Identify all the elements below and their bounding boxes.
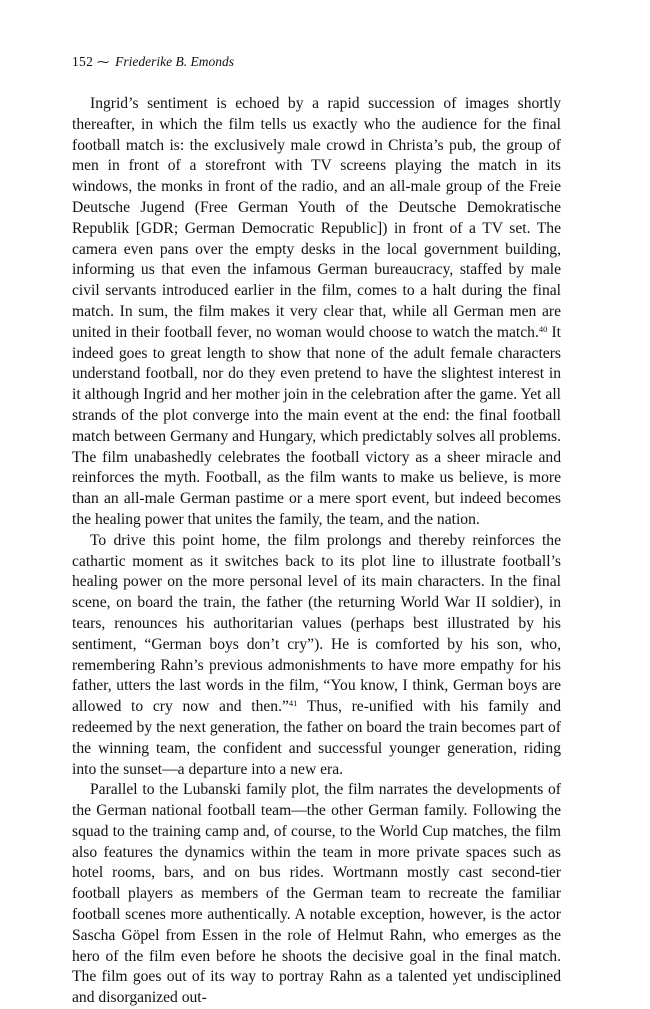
body-text	[72, 94, 561, 1009]
footnote-marker: 40	[538, 323, 548, 334]
running-header	[72, 52, 561, 72]
paragraph	[72, 94, 561, 531]
page-number: 152	[72, 54, 94, 69]
paragraph	[72, 531, 561, 781]
paragraph-text: To drive this point home, the film prolongs and thereby reinforces the cathartic moment as it switches back to its plot line to illustrate football’s healing power on the more personal level of its main characters. In the final scene, on board the train, the father (the returning World War II soldier), in tears, renounces his authoritarian values (perhaps best illustrated by his sentiment, “German boys don’t cry”). He is comforted by his son, who, remembering Rahn’s previous admonishments to have more empathy for his father, utters the last words in the film, “You know, I think, German boys are allowed to cry now and then.”	[72, 531, 561, 716]
book-page	[72, 52, 561, 1009]
paragraph-text: It indeed goes to great length to show that none of the adult female characters understand football, nor do they even pretend to have the slightest interest in it although Ingrid and her mother join in the celebration after the game. Yet all strands of the plot converge into the main event at the end: the final football match between Germany and Hungary, which predictably solves all problems. The film unabashedly celebrates the football victory as a sheer miracle and reinforces the myth. Football, as the film wants to make us believe, is more than an all-male German pastime or a mere sport event, but indeed becomes the healing power that unites the family, the team, and the nation.	[72, 323, 561, 528]
paragraph-text: Parallel to the Lubanski family plot, the film narrates the developments of the German national football team—the other German family. Following the squad to the training camp and, of course, to the World Cup matches, the film also features the dynamics within the team in more private spaces such as hotel rooms, bars, and on bus rides. Wortmann mostly cast second-tier football players as members of the German team to recreate the familiar football scenes more authentically. A notable exception, however, is the actor Sascha Göpel from Essen in the role of Helmut Rahn, who emerges as the hero of the film even before he shoots the decisive goal in the final match. The film goes out of its way to portray Rahn as a talented yet undisciplined and disorganized out-	[72, 781, 561, 1007]
ornament-icon: ⁓	[97, 55, 110, 69]
author-name: Friederike B. Emonds	[115, 54, 234, 69]
paragraph-text: Ingrid’s sentiment is echoed by a rapid succession of images shortly thereafter, in which the film tells us exactly who the audience for the final football match is: the exclusively male crowd in Christa’s pub, the group of men in front of a storefront with TV screens playing the match in its windows, the monks in front of the radio, and an all-male group of the Freie Deutsche Jugend (Free German Youth of the Deutsche Demokratische Republik [GDR; German Democratic Republic]) in front of a TV set. The camera even pans over the empty desks in the local government building, informing us that even the infamous German bureaucracy, staffed by male civil servants introduced earlier in the film, comes to a halt during the final match. In sum, the film makes it very clear that, while all German men are united in their football fever, no woman would choose to watch the match.	[72, 95, 561, 341]
paragraph-text: Thus, re-unified with his family and redeemed by the next generation, the father on board the train becomes part of the winning team, the confident and successful younger generation, riding into the sunset—a departure into a new era.	[72, 698, 562, 778]
footnote-marker: 41	[288, 698, 298, 709]
